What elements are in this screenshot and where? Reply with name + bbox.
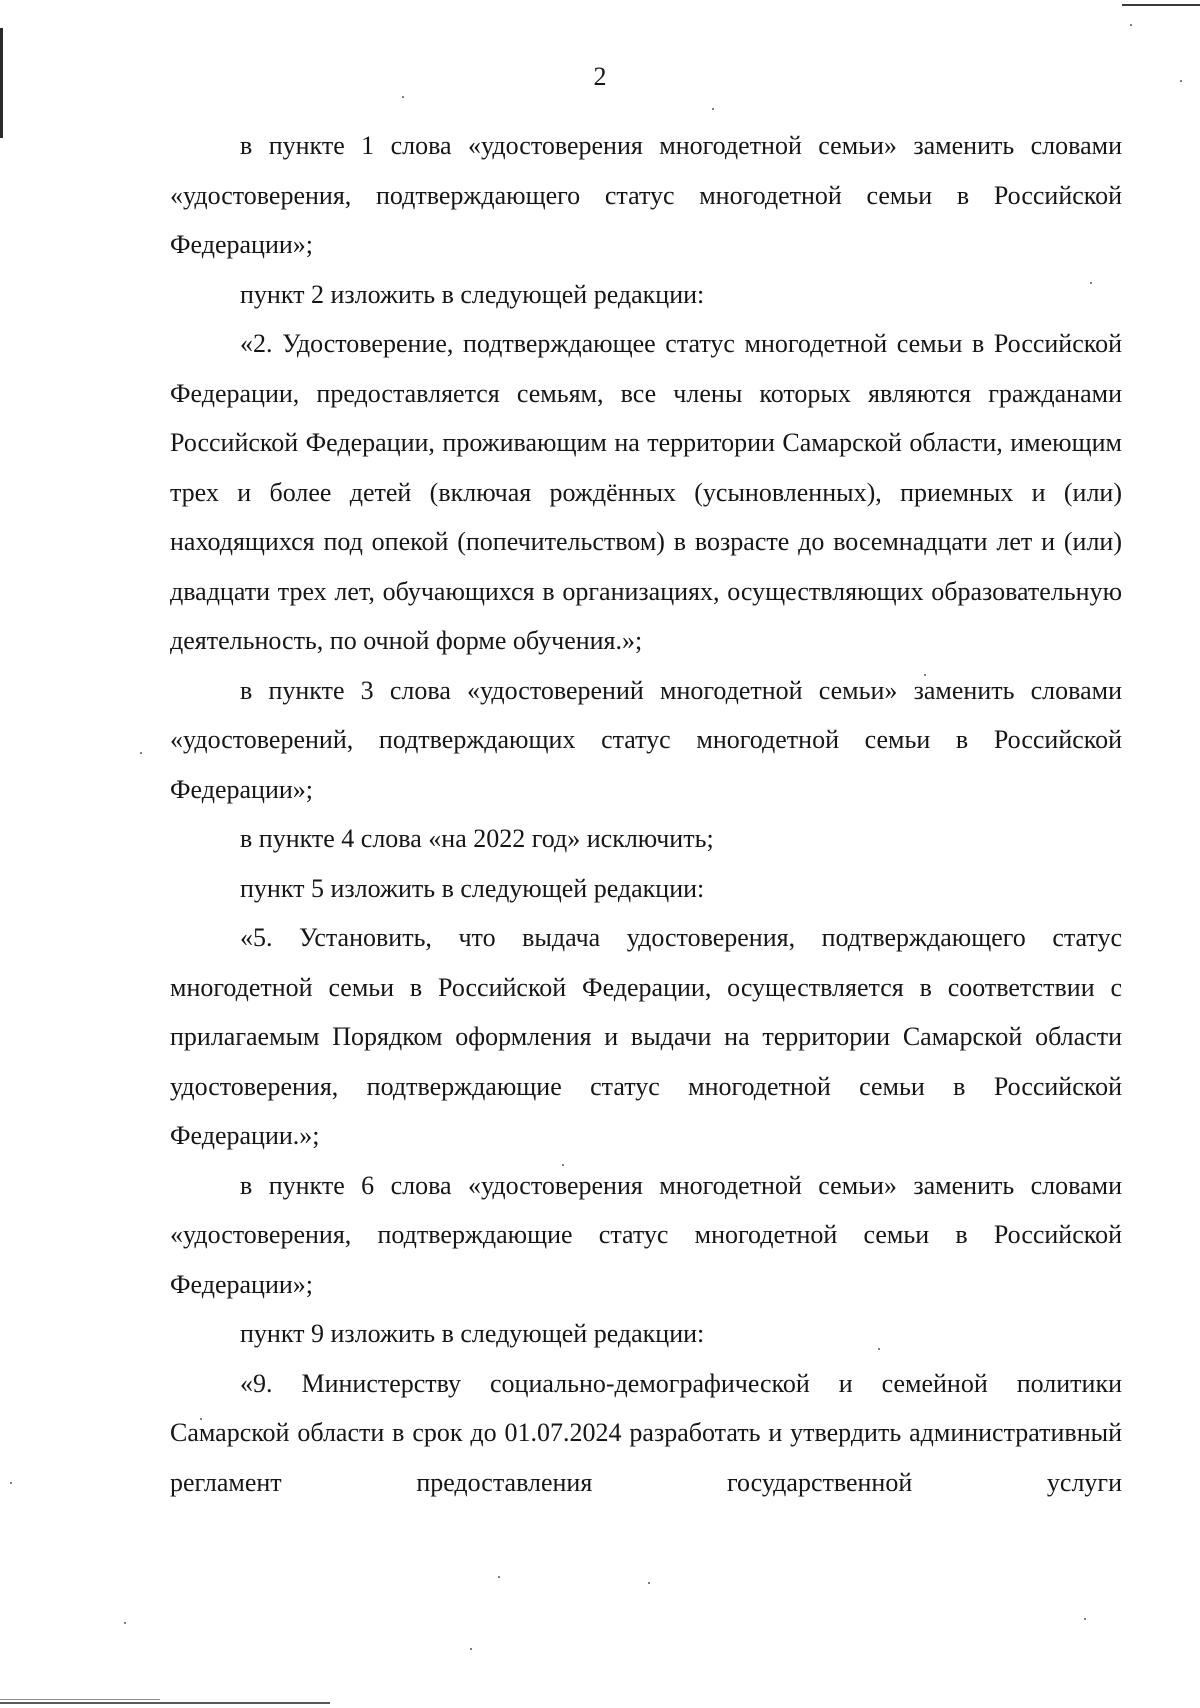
scan-speck (498, 1576, 500, 1578)
scan-edge-bottom-thin (0, 1699, 160, 1700)
scan-edge-bottom (0, 1702, 330, 1704)
paragraph: «5. Установить, что выдача удостоверения, подтверждающего статус многодетной семьи в Российской Федерации, осуществляется в соответствии с прилагаемым Порядком оформления и выдачи на территории Самарской области удостоверения, подтверждающие статус многодетной семьи в Российской Федерации.»; (170, 923, 1122, 1150)
paragraph: в пункте 3 слова «удостоверений многодетной семьи» заменить словами «удостоверений, подтверждающих статус многодетной семьи в Российской Федерации»; (170, 675, 1122, 804)
document-body (170, 121, 1122, 1507)
paragraph: пункт 2 изложить в следующей редакции: (240, 279, 705, 309)
scan-speck (712, 108, 714, 110)
scan-speck (648, 1582, 650, 1584)
scan-speck (124, 1622, 126, 1624)
paragraph: пункт 5 изложить в следующей редакции: (240, 873, 705, 903)
page-number: 2 (593, 62, 607, 91)
scan-speck (470, 1648, 472, 1650)
paragraph: в пункте 1 слова «удостоверения многодетной семьи» заменить словами «удостоверения, подтверждающего статус многодетной семьи в Российской Федерации»; (170, 131, 1122, 259)
paragraph: в пункте 6 слова «удостоверения многодетной семьи» заменить словами «удостоверения, подтверждающие статус многодетной семьи в Российской Федерации»; (170, 1170, 1122, 1299)
scan-speck (1084, 1618, 1086, 1620)
scan-edge-top (1122, 4, 1200, 6)
scan-speck (10, 1482, 12, 1484)
scan-speck (402, 96, 404, 98)
paragraph: «2. Удостоверение, подтверждающее статус многодетной семьи в Российской Федерации, предоставляется семьям, все члены которых являются гражданами Российской Федерации, проживающим на территории Самарской области, имеющим трех и более детей (включая рождённых (усыновленных), приемных и (или) находящихся под опекой (попечительством) в возрасте до восемнадцати лет и (или) двадцати трех лет, обучающихся в организациях, осуществляющих образовательную деятельность, по очной форме обучения.»; (170, 329, 1122, 655)
paragraph: «9. Министерству социально-демографической и семейной политики Самарской области в срок до 01.07.2024 разработать и утвердить административный регламент предоставления государственной услуги (170, 1368, 1122, 1497)
scan-speck (140, 752, 142, 754)
scan-speck (1130, 24, 1132, 26)
paragraph: в пункте 4 слова «на 2022 год» исключить; (240, 824, 714, 853)
paragraph: пункт 9 изложить в следующей редакции: (240, 1319, 705, 1348)
